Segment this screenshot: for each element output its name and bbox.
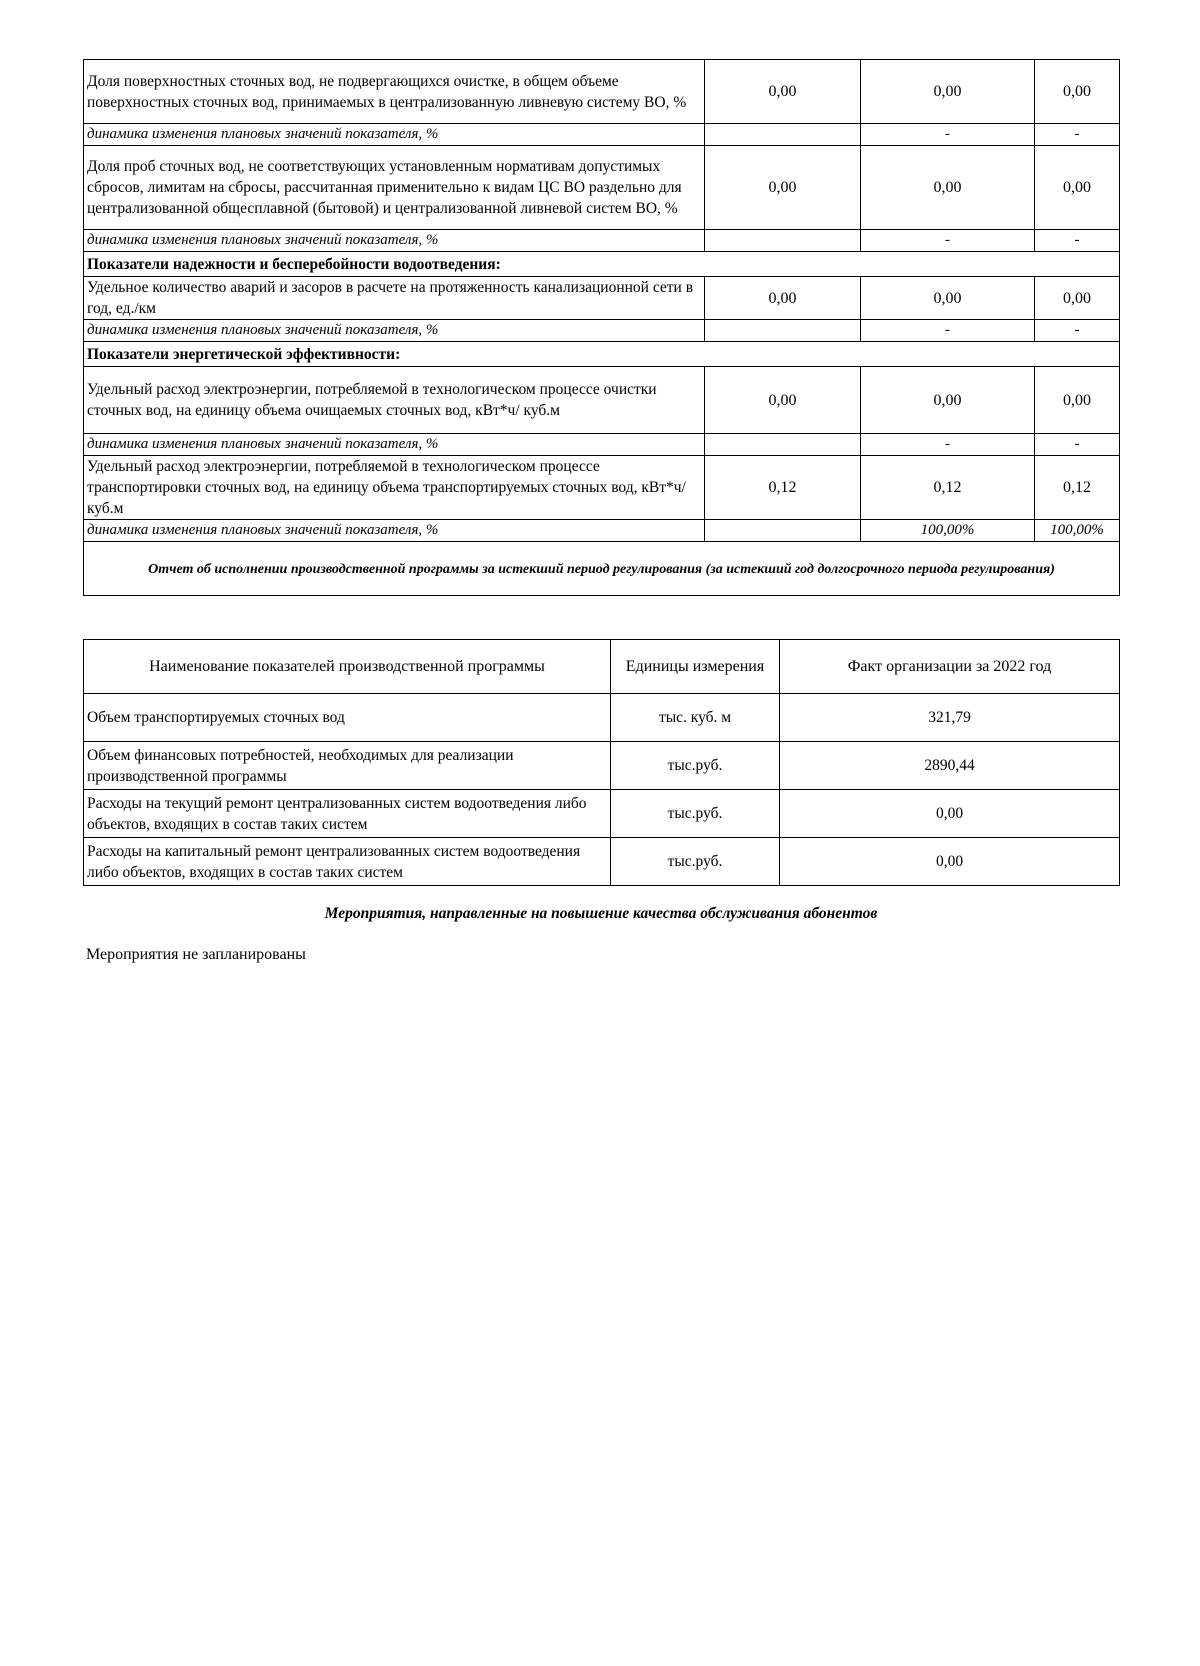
indicator-value: - xyxy=(861,124,1035,146)
indicators-table xyxy=(83,59,1120,596)
indicator-name: Удельное количество аварий и засоров в расчете на протяженность канализационной сети в год, ед./км xyxy=(84,277,705,320)
dynamics-label: динамика изменения плановых значений показателя, % xyxy=(84,124,705,146)
section-header-row xyxy=(84,342,1120,367)
report-title: Отчет об исполнении производственной программы за истекший период регулирования (за истекший год долгосрочного периода регулирования) xyxy=(84,542,1120,596)
dynamics-row xyxy=(84,124,1120,146)
indicator-value: 0,00 xyxy=(1035,367,1120,434)
indicator-value: 0,00 xyxy=(1035,146,1120,230)
measures-heading: Мероприятия, направленные на повышение качества обслуживания абонентов xyxy=(324,905,878,922)
dynamics-label: динамика изменения плановых значений показателя, % xyxy=(84,320,705,342)
indicator-value: - xyxy=(1035,320,1120,342)
dynamics-row xyxy=(84,230,1120,252)
indicator-value: 0,12 xyxy=(1035,456,1120,520)
dynamics-row xyxy=(84,434,1120,456)
indicator-value: 0,00 xyxy=(861,277,1035,320)
indicator-value: 0,12 xyxy=(705,456,861,520)
indicator-value: 0,00 xyxy=(861,146,1035,230)
indicator-value: 0,12 xyxy=(861,456,1035,520)
indicator-name: Удельный расход электроэнергии, потребляемой в технологическом процессе очистки сточных вод, на единицу объема очищаемых сточных вод, кВт*ч/ куб.м xyxy=(84,367,705,434)
indicator-name: Доля проб сточных вод, не соответствующих установленным нормативам допустимых сбросов, лимитам на сбросы, рассчитанная применительно к видам ЦС ВО раздельно для централизованной общесплавной (бытовой) и централизованной ливневой систем ВО, % xyxy=(84,146,705,230)
report-row-unit: тыс.руб. xyxy=(611,838,780,886)
indicator-value: 0,00 xyxy=(705,277,861,320)
report-title-row xyxy=(84,542,1120,596)
indicator-value: - xyxy=(861,434,1035,456)
section-title: Показатели энергетической эффективности: xyxy=(84,342,1120,367)
indicator-row xyxy=(84,456,1120,520)
report-row xyxy=(84,742,1120,790)
section-header-row xyxy=(84,252,1120,277)
report-row-fact: 0,00 xyxy=(780,790,1120,838)
report-table xyxy=(83,639,1120,886)
measures-text: Мероприятия не запланированы xyxy=(86,946,306,963)
report-header-row xyxy=(84,640,1120,694)
indicator-value: 100,00% xyxy=(861,520,1035,542)
indicator-row xyxy=(84,367,1120,434)
report-row-name: Расходы на текущий ремонт централизованных систем водоотведения либо объектов, входящих в состав таких систем xyxy=(84,790,611,838)
indicator-value: - xyxy=(861,320,1035,342)
indicator-value: 0,00 xyxy=(861,60,1035,124)
indicator-value: 0,00 xyxy=(1035,277,1120,320)
report-row xyxy=(84,694,1120,742)
indicator-name: Доля поверхностных сточных вод, не подвергающихся очистке, в общем объеме поверхностных сточных вод, принимаемых в централизованную ливневую систему ВО, % xyxy=(84,60,705,124)
report-row-fact: 0,00 xyxy=(780,838,1120,886)
indicator-value xyxy=(705,230,861,252)
indicator-value: 0,00 xyxy=(705,367,861,434)
indicator-value: 0,00 xyxy=(861,367,1035,434)
report-row-name: Объем финансовых потребностей, необходимых для реализации производственной программы xyxy=(84,742,611,790)
report-row-fact: 321,79 xyxy=(780,694,1120,742)
column-header: Факт организации за 2022 год xyxy=(780,640,1120,694)
indicator-value: 100,00% xyxy=(1035,520,1120,542)
dynamics-row xyxy=(84,320,1120,342)
dynamics-label: динамика изменения плановых значений показателя, % xyxy=(84,230,705,252)
indicator-row xyxy=(84,146,1120,230)
report-row-name: Расходы на капитальный ремонт централизованных систем водоотведения либо объектов, входящих в состав таких систем xyxy=(84,838,611,886)
report-row-unit: тыс. куб. м xyxy=(611,694,780,742)
indicator-row xyxy=(84,60,1120,124)
report-row-unit: тыс.руб. xyxy=(611,742,780,790)
indicator-value xyxy=(705,320,861,342)
indicator-value: - xyxy=(1035,434,1120,456)
indicator-value: 0,00 xyxy=(705,146,861,230)
indicator-value: 0,00 xyxy=(1035,60,1120,124)
report-row xyxy=(84,838,1120,886)
indicator-value: - xyxy=(861,230,1035,252)
indicator-value: - xyxy=(1035,230,1120,252)
section-title: Показатели надежности и бесперебойности водоотведения: xyxy=(84,252,1120,277)
report-row-fact: 2890,44 xyxy=(780,742,1120,790)
indicator-value xyxy=(705,434,861,456)
dynamics-row xyxy=(84,520,1120,542)
indicator-value xyxy=(705,124,861,146)
report-row xyxy=(84,790,1120,838)
indicator-row xyxy=(84,277,1120,320)
column-header: Единицы измерения xyxy=(611,640,780,694)
report-row-unit: тыс.руб. xyxy=(611,790,780,838)
indicator-value xyxy=(705,520,861,542)
dynamics-label: динамика изменения плановых значений показателя, % xyxy=(84,434,705,456)
indicator-value: 0,00 xyxy=(705,60,861,124)
dynamics-label: динамика изменения плановых значений показателя, % xyxy=(84,520,705,542)
column-header: Наименование показателей производственной программы xyxy=(84,640,611,694)
indicator-name: Удельный расход электроэнергии, потребляемой в технологическом процессе транспортировки сточных вод, на единицу объема транспортируемых сточных вод, кВт*ч/ куб.м xyxy=(84,456,705,520)
report-row-name: Объем транспортируемых сточных вод xyxy=(84,694,611,742)
indicator-value: - xyxy=(1035,124,1120,146)
